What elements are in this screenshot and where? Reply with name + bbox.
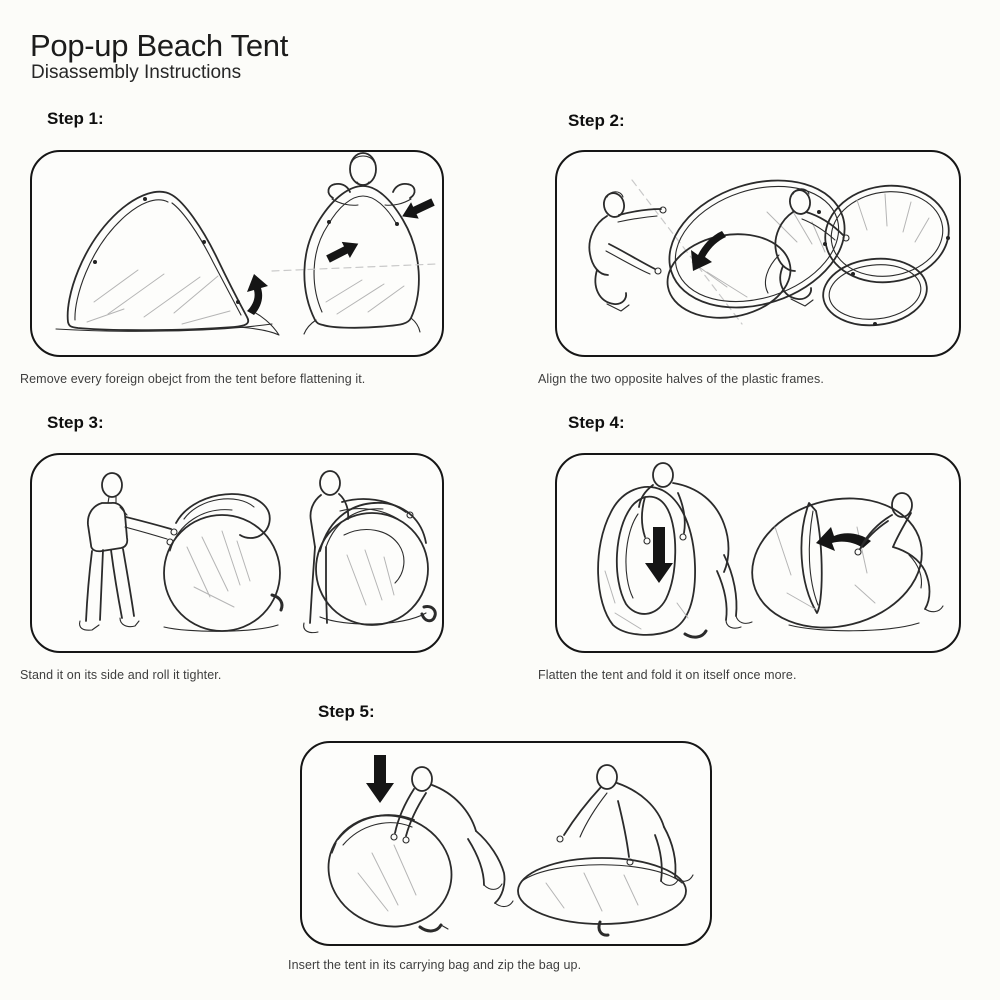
- page-subtitle: Disassembly Instructions: [31, 62, 242, 83]
- step-1-caption: Remove every foreign obejct from the tent before flattening it.: [20, 372, 366, 386]
- step-2-caption: Align the two opposite halves of the plastic frames.: [538, 372, 824, 386]
- step-3-illustration: [32, 455, 442, 651]
- person-figure: [557, 765, 693, 885]
- fold-arrow-icon: [691, 231, 726, 271]
- step-5-illustration: [302, 743, 710, 944]
- step-4-illustration: [557, 455, 959, 651]
- step-5-panel: [300, 741, 712, 946]
- step-3-label: Step 3:: [47, 413, 104, 432]
- step-1-label: Step 1:: [47, 109, 104, 128]
- person-figure: [80, 473, 177, 630]
- tent-rolled-tighter: [316, 503, 435, 625]
- fold-arrow-icon: [816, 527, 871, 551]
- step-4-panel: [555, 453, 961, 653]
- person-figure: [765, 188, 849, 306]
- step-3-caption: Stand it on its side and roll it tighter.: [20, 668, 222, 682]
- tent-folded-disc: [738, 481, 935, 645]
- tent-folding: [653, 159, 861, 329]
- step-2-illustration: [557, 152, 959, 355]
- guide-dashed-line: [632, 180, 742, 324]
- person-figure: [391, 767, 513, 907]
- down-arrow-icon: [366, 755, 394, 803]
- person-figure: [589, 191, 666, 311]
- level-dashed-line: [272, 264, 436, 271]
- tent-dome: [68, 192, 279, 335]
- step-5-label: Step 5:: [318, 702, 375, 721]
- step-2-label: Step 2:: [568, 111, 625, 130]
- fold-arrow-icon: [247, 274, 268, 315]
- step-1-panel: [30, 150, 444, 357]
- step-1-illustration: [32, 152, 442, 355]
- tent-flattened-upright: [598, 487, 706, 637]
- step-4-caption: Flatten the tent and fold it on itself once more.: [538, 668, 797, 682]
- person-figure: [855, 493, 943, 612]
- step-2-panel: [555, 150, 961, 357]
- carrying-bag-zipped: [518, 858, 686, 935]
- page-title: Pop-up Beach Tent: [30, 28, 289, 63]
- tent-upright: [304, 186, 420, 334]
- step-4-label: Step 4:: [568, 413, 625, 432]
- tent-on-side: [164, 494, 282, 631]
- step-5-caption: Insert the tent in its carrying bag and zip the bag up.: [288, 958, 582, 972]
- down-arrow-icon: [645, 527, 673, 583]
- press-arrow-icon: [398, 194, 436, 225]
- press-arrow-icon: [324, 236, 362, 267]
- carrying-bag-open: [315, 801, 465, 941]
- step-3-panel: [30, 453, 444, 653]
- tent-aligned-hoops: [819, 178, 955, 330]
